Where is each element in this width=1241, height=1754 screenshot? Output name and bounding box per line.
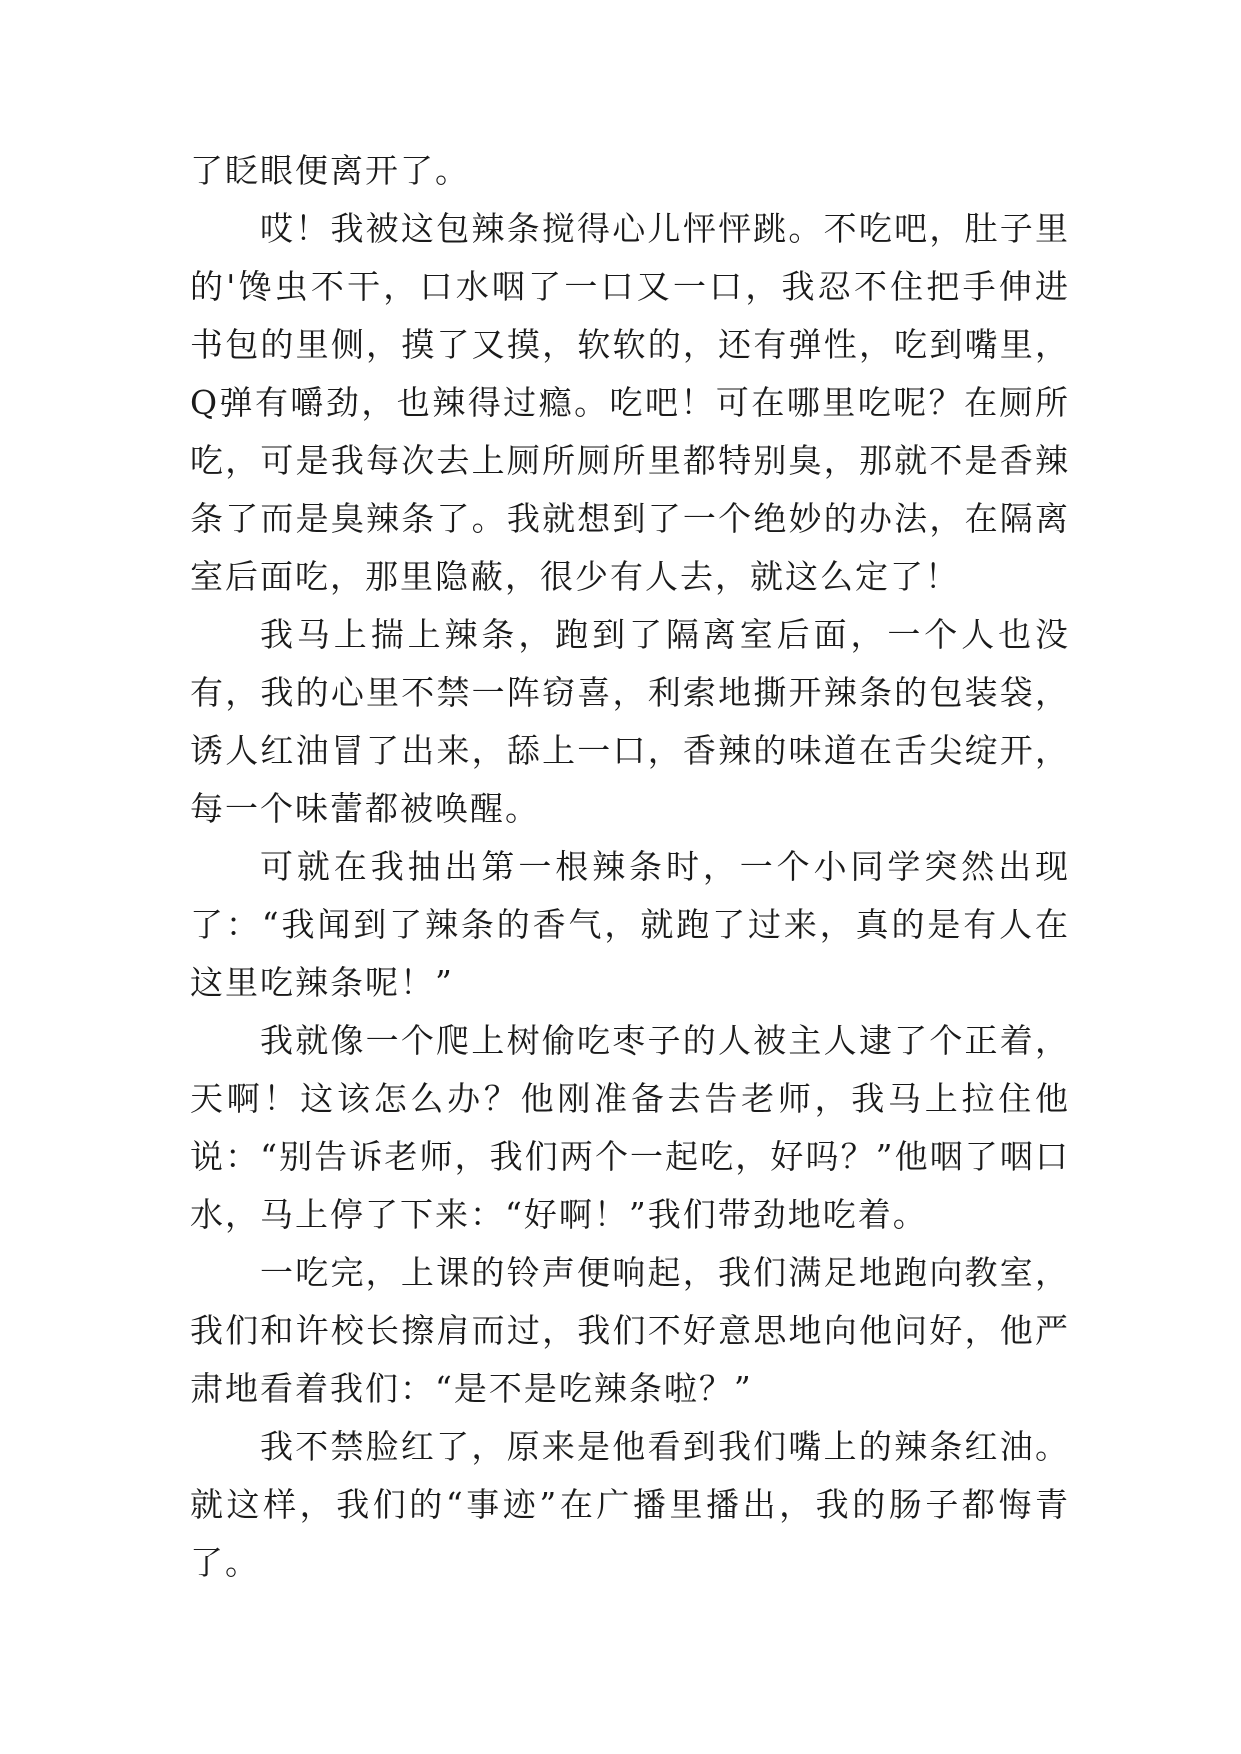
paragraph-principal: 一吃完，上课的铃声便响起，我们满足地跑向教室，我们和许校长擦肩而过，我们不好意思地向他问好，他严肃地看着我们：“是不是吃辣条啦？” <box>190 1253 1070 1408</box>
paragraph-continuation: 了眨眼便离开了。 <box>190 151 470 190</box>
paragraph-ending: 我不禁脸红了，原来是他看到我们嘴上的辣条红油。就这样，我们的“事迹”在广播里播出，我的肠子都悔青了。 <box>190 1427 1070 1582</box>
paragraph-behind-isolation-room: 我马上揣上辣条，跑到了隔离室后面，一个人也没有，我的心里不禁一阵窃喜，利索地撕开辣条的包装袋，诱人红油冒了出来，舔上一口，香辣的味道在舌尖绽开，每一个味蕾都被唤醒。 <box>190 615 1070 828</box>
paragraph-caught: 我就像一个爬上树偷吃枣子的人被主人逮了个正着，天啊！这该怎么办？他刚准备去告老师，我马上拉住他说：“别告诉老师，我们两个一起吃，好吗？”他咽了咽口水，马上停了下来：“好啊！”我们带劲地吃着。 <box>190 1021 1070 1234</box>
essay-body <box>190 142 1070 1592</box>
paragraph-spicy-strip-temptation: 哎！我被这包辣条搅得心儿怦怦跳。不吃吧，肚子里的'馋虫不干，口水咽了一口又一口，我忍不住把手伸进书包的里侧，摸了又摸，软软的，还有弹性，吃到嘴里，Q弹有嚼劲，也辣得过瘾。吃吧！可在哪里吃呢？在厕所吃，可是我每次去上厕所厕所里都特别臭，那就不是香辣条了而是臭辣条了。我就想到了一个绝妙的办法，在隔离室后面吃，那里隐蔽，很少有人去，就这么定了！ <box>190 209 1070 596</box>
paragraph-classmate-appears: 可就在我抽出第一根辣条时，一个小同学突然出现了：“我闻到了辣条的香气，就跑了过来，真的是有人在这里吃辣条呢！” <box>190 847 1070 1002</box>
